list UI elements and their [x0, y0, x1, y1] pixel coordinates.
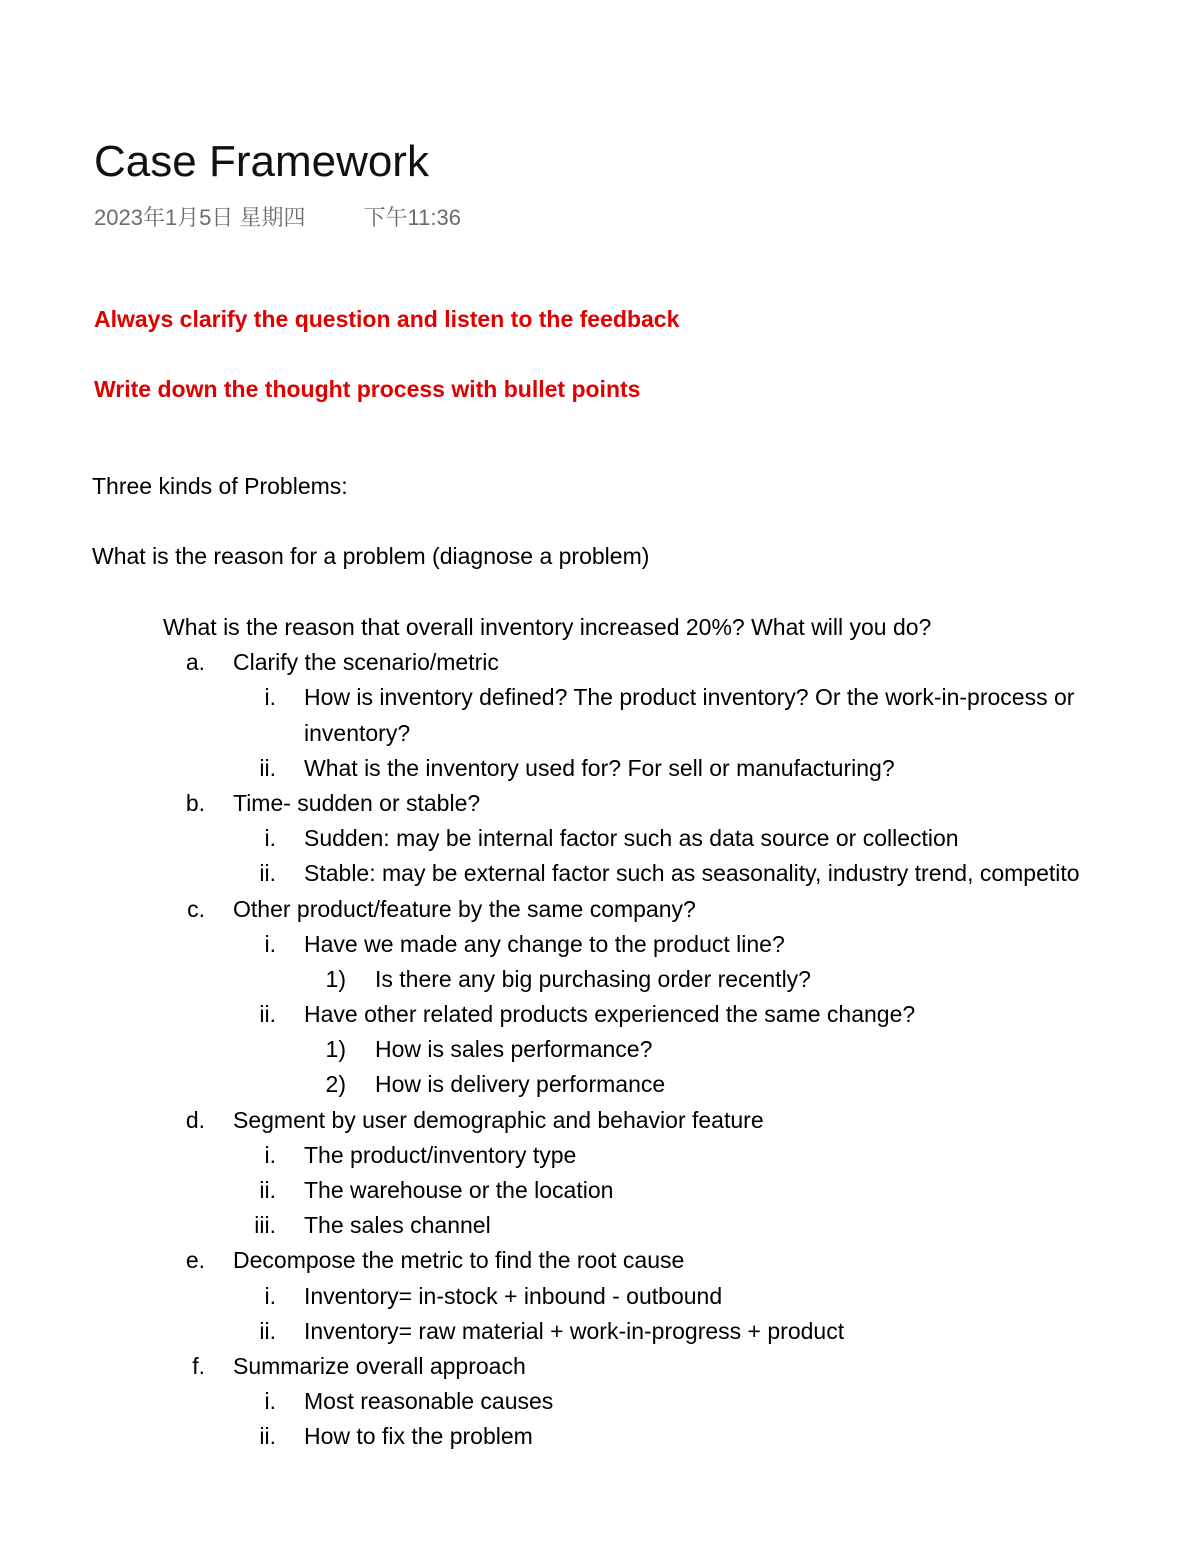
list-marker: i. — [264, 930, 276, 957]
list-item-text: Other product/feature by the same company? — [233, 895, 696, 922]
list-marker: i. — [264, 825, 276, 852]
list-marker: i. — [264, 1141, 276, 1168]
list-item — [0, 856, 1200, 891]
list-marker: d. — [185, 1106, 205, 1133]
list-marker: e. — [185, 1247, 205, 1274]
note-bullets: Write down the thought process with bullet points — [94, 376, 641, 402]
list-item — [0, 1067, 1200, 1102]
list-marker: b. — [185, 789, 205, 816]
list-item — [0, 1384, 1200, 1419]
outline-question-text: What is the reason that overall inventory increased 20%? What will you do? — [163, 614, 932, 640]
heading-diagnose: What is the reason for a problem (diagnose a problem) — [92, 543, 650, 569]
page-date: 2023年1月5日 星期四 — [94, 205, 306, 230]
list-marker: ii. — [259, 1177, 276, 1203]
outline-list — [0, 610, 1200, 1450]
list-marker: ii. — [259, 1423, 276, 1450]
list-item — [0, 680, 1200, 715]
list-item — [0, 892, 1200, 927]
list-marker: a. — [185, 649, 205, 676]
list-item — [0, 1349, 1200, 1384]
list-marker: ii. — [259, 1317, 276, 1344]
list-item-text: Decompose the metric to find the root cause — [233, 1247, 685, 1274]
list-item-text: Segment by user demographic and behavior feature — [233, 1106, 764, 1133]
list-item — [0, 1103, 1200, 1138]
list-item-text: Inventory= raw material + work-in-progress + product — [304, 1317, 845, 1344]
list-item — [0, 927, 1200, 962]
list-item — [0, 645, 1200, 680]
page-meta — [94, 203, 461, 233]
list-item-text: How is inventory defined? The product inventory? Or the work-in-process or — [304, 684, 1075, 711]
list-marker: 1) — [325, 965, 346, 992]
list-marker: 2) — [325, 1071, 346, 1098]
list-marker: ii. — [259, 1001, 276, 1028]
list-marker: iii. — [254, 1212, 276, 1239]
list-marker: i. — [264, 684, 276, 711]
list-item — [0, 1208, 1200, 1243]
list-item-text: How to fix the problem — [304, 1423, 533, 1450]
list-item-text: Sudden: may be internal factor such as data source or collection — [304, 825, 959, 852]
list-item — [0, 1279, 1200, 1314]
list-item-text: inventory? — [304, 719, 411, 746]
page-title: Case Framework — [94, 137, 429, 186]
outline-question — [0, 610, 1200, 645]
list-marker: i. — [264, 1282, 276, 1309]
heading-problem-kinds: Three kinds of Problems: — [92, 473, 348, 499]
list-item-continuation — [0, 716, 1200, 751]
list-marker: ii. — [259, 754, 276, 781]
list-item-text: Have we made any change to the product line? — [304, 930, 785, 957]
list-item-text: Stable: may be external factor such as seasonality, industry trend, competito — [304, 860, 1080, 887]
list-item-text: Most reasonable causes — [304, 1388, 554, 1415]
note-clarify: Always clarify the question and listen to the feedback — [94, 306, 680, 332]
list-item — [0, 1314, 1200, 1349]
list-item-text: Summarize overall approach — [233, 1352, 526, 1379]
page-time: 下午11:36 — [363, 205, 461, 230]
list-item-text: What is the inventory used for? For sell or manufacturing? — [304, 754, 895, 781]
list-item-text: How is sales performance? — [375, 1036, 653, 1063]
list-item — [0, 1173, 1200, 1208]
list-item-text: Have other related products experienced the same change? — [304, 1001, 916, 1028]
list-marker: i. — [264, 1388, 276, 1415]
list-item — [0, 997, 1200, 1032]
list-item — [0, 786, 1200, 821]
list-item-text: Inventory= in-stock + inbound - outbound — [304, 1282, 723, 1309]
list-item-text: How is delivery performance — [375, 1071, 666, 1098]
list-item — [0, 1419, 1200, 1454]
list-marker: c. — [187, 895, 205, 922]
list-item — [0, 821, 1200, 856]
list-item-text: Is there any big purchasing order recently? — [375, 965, 811, 992]
list-item-text: The product/inventory type — [304, 1141, 577, 1168]
list-item — [0, 1032, 1200, 1067]
list-item-text: Clarify the scenario/metric — [233, 649, 499, 676]
list-item — [0, 1243, 1200, 1278]
list-item — [0, 1138, 1200, 1173]
list-marker: f. — [192, 1352, 205, 1379]
list-item-text: The warehouse or the location — [304, 1177, 614, 1203]
list-item-text: The sales channel — [304, 1212, 491, 1239]
list-item-text: Time- sudden or stable? — [233, 789, 481, 816]
list-marker: ii. — [259, 860, 276, 887]
list-item — [0, 751, 1200, 786]
list-marker: 1) — [325, 1036, 346, 1063]
list-item — [0, 962, 1200, 997]
